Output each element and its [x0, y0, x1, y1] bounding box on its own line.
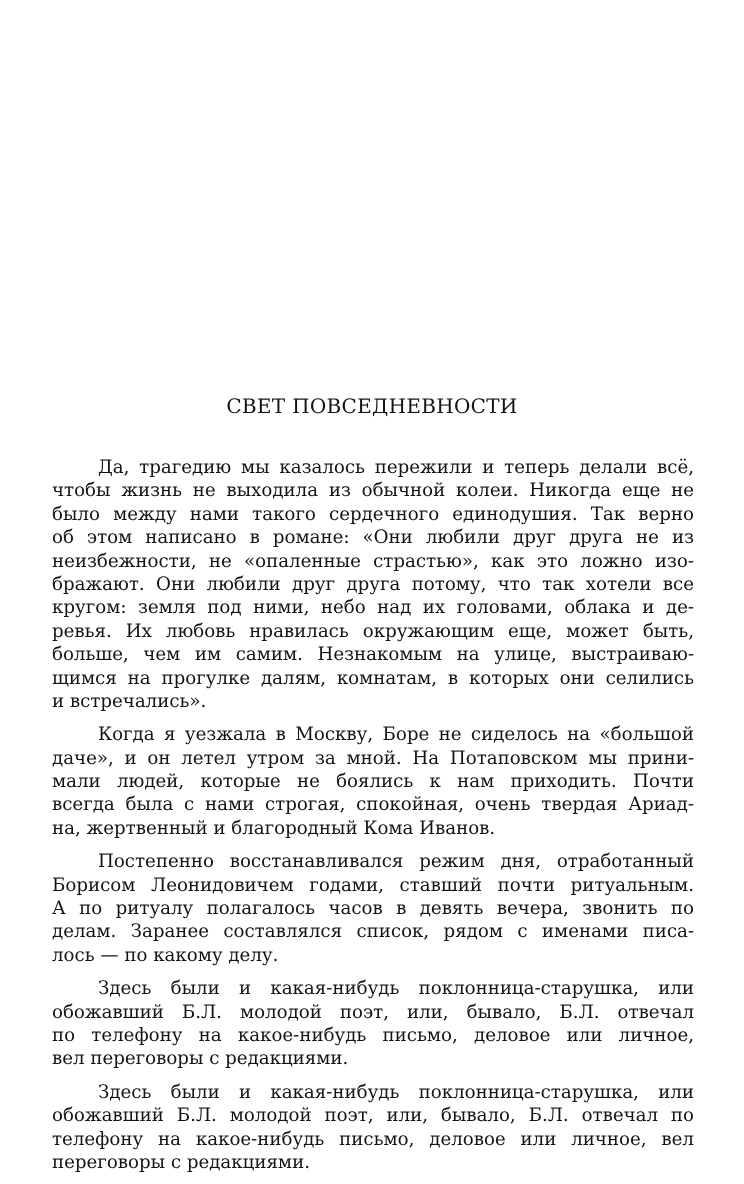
- text-line: переговоры с редакциями.: [52, 1151, 310, 1173]
- text-line: кругом: земля под ними, небо над их головами, облака и де-: [52, 597, 694, 619]
- text-line: неизбежности, не «опаленные страстью», как это ложно изо-: [52, 550, 694, 572]
- text-line: Постепенно восстанавливался режим дня, отработанный: [98, 851, 694, 873]
- text-line: Здесь были и какая-нибудь поклонница-старушка, или: [98, 1081, 694, 1103]
- paragraph: [52, 456, 694, 713]
- text-line: на, жертвенный и благородный Кома Иванов.: [52, 817, 496, 839]
- text-line: и встречались».: [52, 690, 207, 712]
- text-line: щимся на прогулке далям, комнатам, в которых они селились: [52, 667, 694, 689]
- text-line: делам. Заранее составлялся список, рядом с именами писа-: [52, 921, 694, 943]
- paragraph: [52, 977, 694, 1071]
- chapter-title: СВЕТ ПОВСЕДНЕВНОСТИ: [226, 394, 518, 418]
- text-line: обожавший Б.Л. молодой поэт, или, бывало, Б.Л. отвечал по: [52, 1105, 694, 1127]
- text-line: бражают. Они любили друг друга потому, что так хотели все: [52, 573, 694, 595]
- text-line: чтобы жизнь не выходила из обычной колеи. Никогда еще не: [52, 480, 694, 502]
- text-line: было между нами такого сердечного единодушия. Так верно: [52, 503, 694, 525]
- text-line: Борисом Леонидовичем годами, ставший почти ритуальным.: [52, 874, 694, 896]
- text-line: по телефону на какое-нибудь письмо, деловое или личное,: [52, 1024, 694, 1046]
- text-line: мали людей, которые не боялись к нам приходить. Почти: [52, 771, 694, 793]
- text-line: А по ритуалу полагалось часов в девять вечера, звонить по: [52, 898, 694, 920]
- text-line: Здесь были и какая-нибудь поклонница-старушка, или: [98, 978, 694, 1000]
- text-line: ревья. Их любовь нравилась окружающим еще, может быть,: [52, 620, 694, 642]
- text-line: об этом написано в романе: «Они любили друг друга не из: [52, 527, 694, 549]
- paragraph: [52, 850, 694, 967]
- text-line: больше, чем им самим. Незнакомым на улице, выстраиваю-: [52, 644, 694, 666]
- paragraph: [52, 1081, 694, 1175]
- text-line: обожавший Б.Л. молодой поэт, или, бывало, Б.Л. отвечал: [52, 1001, 694, 1023]
- body-text: [52, 456, 694, 1184]
- text-line: Когда я уезжала в Москву, Боре не сиделось на «большой: [98, 724, 694, 746]
- text-line: всегда была с нами строгая, спокойная, очень твердая Ариад-: [52, 794, 694, 816]
- text-line: телефону на какое-нибудь письмо, деловое или личное, вел: [52, 1128, 694, 1150]
- text-line: даче», и он летел утром за мной. На Потаповском мы прини-: [52, 747, 694, 769]
- paragraph: [52, 723, 694, 840]
- text-line: вел переговоры с редакциями.: [52, 1048, 349, 1070]
- text-line: лось — по какому делу.: [52, 944, 279, 966]
- text-line: Да, трагедию мы казалось пережили и теперь делали всё,: [98, 457, 694, 478]
